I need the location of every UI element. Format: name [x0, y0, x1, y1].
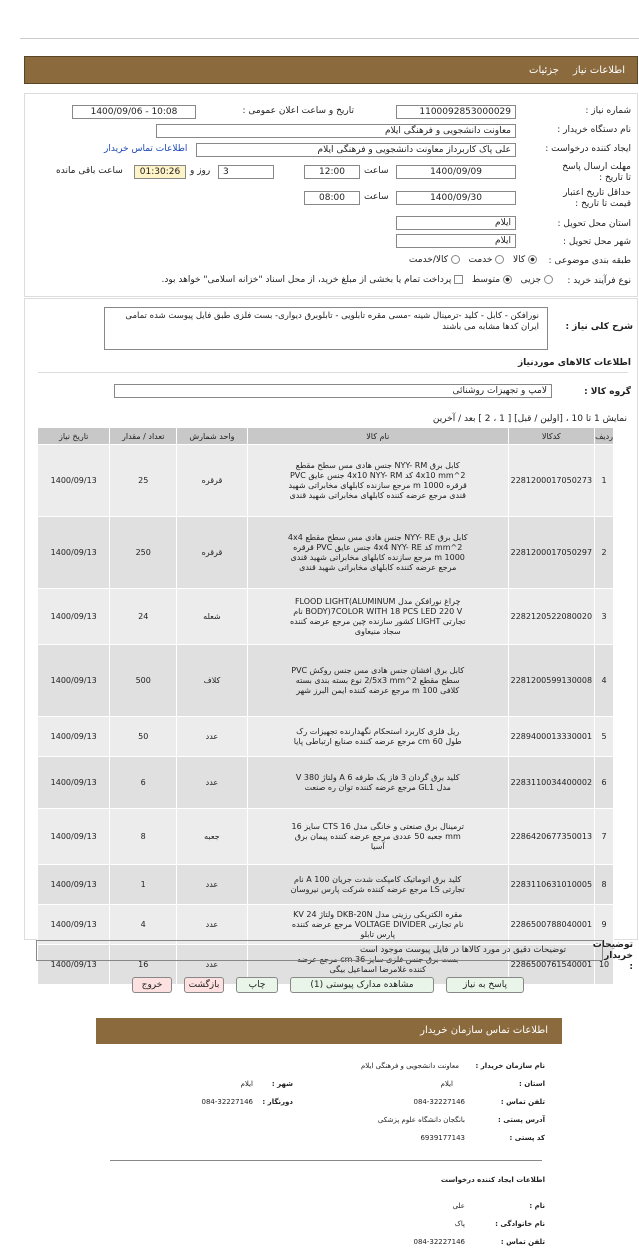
province-label: استان محل تحویل :	[557, 219, 631, 229]
item-name: کلید برق گردان 3 فاز یک طرفه 6 A ولتاژ 380 V مدل GL1 مرجع عرضه کننده توان ره صنعت	[247, 757, 508, 809]
item-date: 1400/09/13	[38, 757, 110, 809]
addr-value: بانگجان دانشگاه علوم پزشکی	[377, 1116, 465, 1124]
item-date: 1400/09/13	[38, 809, 110, 865]
item-qty: 8	[110, 809, 177, 865]
item-date: 1400/09/13	[38, 589, 110, 645]
city-c-value: ایلام	[240, 1080, 253, 1088]
item-qty: 6	[110, 757, 177, 809]
table-row	[38, 445, 614, 517]
item-qty: 16	[110, 945, 177, 985]
item-qty: 4	[110, 905, 177, 945]
col-qty: تعداد / مقدار	[110, 428, 177, 445]
item-name: ترمینال برق صنعتی و خانگی مدل CTS 16 سایز 16 mm جعبه 50 عددی مرجع عرضه کننده پیمان برق آسیا	[247, 809, 508, 865]
goods-title: اطلاعات کالاهای موردنیاز	[517, 358, 631, 368]
class-service-label: خدمت	[468, 255, 493, 265]
item-unit: قرقره	[177, 517, 248, 589]
validity-time-field: 08:00	[304, 191, 360, 205]
org-label: نام سازمان خریدار :	[475, 1062, 545, 1070]
proc-label: نوع فرآیند خرید :	[567, 276, 631, 286]
page-header	[24, 56, 638, 84]
fax-label: دورنگار :	[262, 1098, 293, 1106]
buyer-note-label: توضیحات خریدار :	[592, 940, 633, 972]
validity-label: حداقل تاریخ اعتبار قیمت تا تاریخ :	[563, 188, 631, 209]
need-no-field: 1100092853000029	[396, 105, 516, 119]
item-code[interactable]: 2281200599130008	[508, 645, 594, 717]
deadline-label: مهلت ارسال پاسخ تا تاریخ :	[562, 162, 631, 183]
class-radio-service[interactable]	[495, 255, 504, 264]
zip-value: 6939177143	[420, 1134, 465, 1142]
group-field: لامپ و تجهیزات روشنائی	[114, 384, 552, 398]
item-qty: 1	[110, 865, 177, 905]
item-unit: شعله	[177, 589, 248, 645]
contact-header	[96, 1018, 562, 1044]
item-unit: عدد	[177, 865, 248, 905]
item-code[interactable]: 2286500788040001	[508, 905, 594, 945]
ctel-value: 084-32227146	[413, 1238, 465, 1246]
col-date: تاریخ نیاز	[38, 428, 110, 445]
proc-radio-minor[interactable]	[544, 275, 553, 284]
pager[interactable]: نمایش 1 تا 10 ، [اولین / قبل] [ 1 ، 2 ] بعد / آخرین	[432, 414, 627, 424]
item-date: 1400/09/13	[38, 905, 110, 945]
tel-value: 084-32227146	[413, 1098, 465, 1106]
class-goods-label: کالا	[512, 255, 526, 265]
row-number: 3	[595, 589, 614, 645]
row-number: 6	[595, 757, 614, 809]
creator-title: اطلاعات ایجاد کننده درخواست	[440, 1176, 545, 1184]
exit-button[interactable]: خروج	[132, 977, 172, 993]
table-row	[38, 905, 614, 945]
back-button[interactable]: بازگشت	[184, 977, 224, 993]
remain-label: ساعت باقی مانده	[56, 166, 123, 176]
family-label: نام خانوادگی :	[495, 1220, 545, 1228]
table-row	[38, 717, 614, 757]
summary-box: نورافکن - کابل - کلید -ترمینال شینه -مسی مقره تابلویی - تابلوبرق دیواری- بست فلزی طبق فایل پیوست شده تمامی ایران کدها مشابه می باشند	[104, 307, 548, 350]
class-label: طبقه بندی موضوعی :	[548, 256, 631, 266]
col-name: نام کالا	[247, 428, 508, 445]
row-number: 7	[595, 809, 614, 865]
row-number: 5	[595, 717, 614, 757]
item-date: 1400/09/13	[38, 945, 110, 985]
tab-need-info[interactable]: اطلاعات نیاز	[573, 65, 625, 76]
announce-field: 1400/09/06 - 10:08	[72, 105, 196, 119]
validity-date-field: 1400/09/30	[396, 191, 516, 205]
pay-checkbox[interactable]	[454, 275, 463, 284]
item-name: کلید برق اتوماتیک کامپکت شدت جریان 100 A نام تجارتی LS مرجع عرضه کننده شرکت پارس نیروسان	[247, 865, 508, 905]
pay-note: پرداخت تمام یا بخشی از مبلغ خرید، از محل اسناد "خزانه اسلامی" خواهد بود.	[161, 275, 452, 285]
proc-minor-label: جزیی	[520, 275, 542, 285]
days-label: روز و	[190, 166, 211, 176]
announce-label: تاریخ و ساعت اعلان عمومی :	[242, 106, 354, 116]
item-qty: 24	[110, 589, 177, 645]
zip-label: کد پستی :	[509, 1134, 545, 1142]
tab-details[interactable]: جزئیات	[529, 65, 559, 76]
prov-value: ایلام	[440, 1080, 453, 1088]
item-name: چراغ نورافکن مدل FLOOD LIGHT(ALUMINUM BODY)7COLOR WITH 18 PCS LED 220 V نام تجارتی LIGHT کشور سازنده چین مرجع عرضه کننده سجاد منیعاوی	[247, 589, 508, 645]
item-name: کابل برق NYY- RM جنس هادی مس سطح مقطع 4x10 mm^2 کد 4x10 NYY- RM جنس عایق PVC قرقره 1000 m مرجع سازنده کابلهای مخابراتی شهید قندی مرجع عرضه کننده کابلهای مخابراتی شهید قندی	[247, 445, 508, 517]
item-unit: عدد	[177, 757, 248, 809]
item-date: 1400/09/13	[38, 645, 110, 717]
item-qty: 250	[110, 517, 177, 589]
item-name: مقره الکتریکی رزینی مدل DKB-20N ولتاژ 24 KV نام تجارتی VOLTAGE DIVIDER مرجع عرضه کننده پارس تابلو	[247, 905, 508, 945]
class-both-label: کالا/خدمت	[408, 255, 449, 265]
buyer-field: معاونت دانشجویی و فرهنگی ایلام	[156, 124, 516, 138]
contact-title: اطلاعات تماس سازمان خریدار	[420, 1025, 548, 1036]
table-row	[38, 517, 614, 589]
item-date: 1400/09/13	[38, 445, 110, 517]
table-row	[38, 757, 614, 809]
remain-field: 01:30:26	[134, 165, 186, 179]
item-unit: عدد	[177, 905, 248, 945]
item-code[interactable]: 2282120522080020	[508, 589, 594, 645]
col-code: کدکالا	[508, 428, 594, 445]
days-field: 3	[218, 165, 274, 179]
item-name: بست برق جنس فلزی سایز 36 cm مرجع عرضه کننده غلامرضا اسماعیل بیگی	[247, 945, 508, 985]
item-name: کابل برق افشان جنس هادی مس جنس روکش PVC سطح مقطع 2/5x3 mm^2 نوع بسته بندی بسته کلافی 100 m مرجع عرضه کننده ایمن البرز شهر	[247, 645, 508, 717]
city-label: شهر محل تحویل :	[562, 237, 631, 247]
city-c-label: شهر :	[271, 1080, 293, 1088]
contact-link[interactable]: اطلاعات تماس خریدار	[104, 144, 188, 154]
tel-label: تلفن تماس :	[500, 1098, 545, 1106]
deadline-time-label: ساعت	[364, 166, 389, 176]
item-unit: عدد	[177, 945, 248, 985]
province-field: ایلام	[396, 216, 516, 230]
item-code[interactable]: 2286420677350013	[508, 809, 594, 865]
buyer-note-box: توضیحات دقیق در مورد کالاها در فایل پیوست موجود است	[36, 940, 603, 961]
contact-divider	[110, 1160, 542, 1161]
class-radio-goods[interactable]	[528, 255, 537, 264]
deadline-date-field: 1400/09/09	[396, 165, 516, 179]
fax-value: 084-32227146	[201, 1098, 253, 1106]
class-radio-both[interactable]	[451, 255, 460, 264]
row-number: 1	[595, 445, 614, 517]
row-number: 8	[595, 865, 614, 905]
goods-title-line	[38, 372, 628, 373]
item-qty: 25	[110, 445, 177, 517]
row-number: 4	[595, 645, 614, 717]
summary-label: شرح کلی نیاز :	[565, 322, 633, 332]
table-row	[38, 865, 614, 905]
class-options	[409, 255, 537, 265]
print-button[interactable]: چاپ	[236, 977, 278, 993]
creator-label: ایجاد کننده درخواست :	[545, 144, 631, 154]
name-value: علی	[452, 1202, 465, 1210]
group-label: گروه کالا :	[584, 387, 631, 397]
table-row	[38, 589, 614, 645]
item-date: 1400/09/13	[38, 517, 110, 589]
item-code[interactable]: 2281200017050297	[508, 517, 594, 589]
table-row	[38, 645, 614, 717]
validity-time-label: ساعت	[364, 192, 389, 202]
item-code[interactable]: 2283110034400002	[508, 757, 594, 809]
item-code[interactable]: 2286500761540001	[508, 945, 594, 985]
creator-field: علی پاک کاربرداز معاونت دانشجویی و فرهنگی ایلام	[196, 143, 516, 157]
proc-options	[161, 275, 553, 285]
name-label: نام :	[529, 1202, 545, 1210]
item-unit: جعبه	[177, 809, 248, 865]
item-qty: 50	[110, 717, 177, 757]
goods-table	[37, 427, 614, 985]
col-row: ردیف	[595, 428, 614, 445]
proc-radio-medium[interactable]	[503, 275, 512, 284]
prov-label: استان :	[519, 1080, 545, 1088]
reply-button[interactable]: پاسخ به نیاز	[446, 977, 524, 993]
item-name: ریل فلزی کاربرد استحکام نگهدارنده تجهیزات رک طول 60 cm مرجع عرضه کننده صنایع ارتباطی پایا	[247, 717, 508, 757]
item-qty: 500	[110, 645, 177, 717]
row-number: 10	[595, 945, 614, 985]
item-code[interactable]: 2289400013330001	[508, 717, 594, 757]
family-value: پاک	[454, 1220, 465, 1228]
item-unit: کلاف	[177, 645, 248, 717]
item-date: 1400/09/13	[38, 717, 110, 757]
addr-label: آدرس پستی :	[497, 1116, 545, 1124]
row-number: 9	[595, 905, 614, 945]
deadline-time-field: 12:00	[304, 165, 360, 179]
item-unit: عدد	[177, 717, 248, 757]
city-field: ایلام	[396, 234, 516, 248]
org-value: معاونت دانشجویی و فرهنگی ایلام	[360, 1062, 459, 1070]
item-date: 1400/09/13	[38, 865, 110, 905]
col-unit: واحد شمارش	[177, 428, 248, 445]
ctel-label: تلفن تماس :	[500, 1238, 545, 1246]
attachments-button[interactable]: مشاهده مدارک پیوستی (1)	[290, 977, 434, 993]
item-code[interactable]: 2281200017050273	[508, 445, 594, 517]
row-number: 2	[595, 517, 614, 589]
buyer-label: نام دستگاه خریدار :	[557, 125, 631, 135]
item-code[interactable]: 2283110631010005	[508, 865, 594, 905]
table-row	[38, 809, 614, 865]
item-unit: قرقره	[177, 445, 248, 517]
item-name: کابل برق NYY- RE جنس هادی مس سطح مقطع 4x4 mm^2 کد 4x4 NYY- RE جنس عایق PVC قرقره 1000 m مرجع سازنده کابلهای مخابراتی شهید قندی مرجع عرضه کننده کابلهای مخابراتی شهید قندی	[247, 517, 508, 589]
proc-medium-label: متوسط	[471, 275, 501, 285]
top-divider	[20, 38, 639, 39]
need-no-label: شماره نیاز :	[585, 106, 631, 116]
